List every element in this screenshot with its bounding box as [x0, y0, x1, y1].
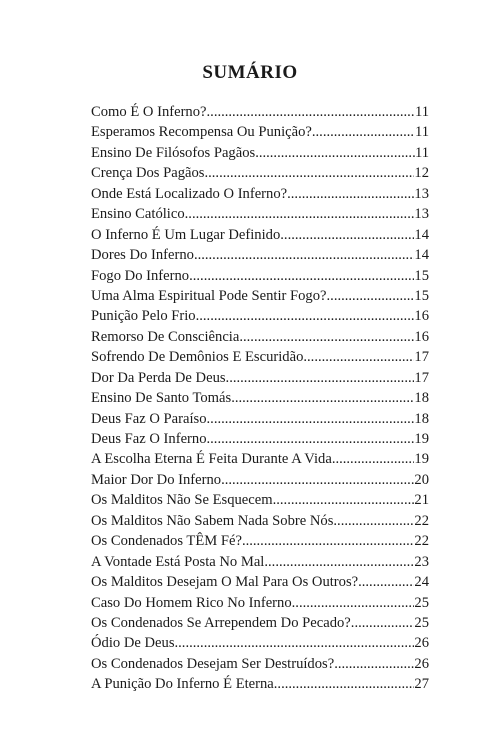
toc-entry-title: Os Condenados TÊM Fé?	[91, 533, 242, 550]
toc-entry-page-number: 15	[414, 267, 429, 284]
toc-entry-page-number: 25	[414, 614, 429, 631]
toc-entry-page-number: 19	[414, 431, 429, 447]
toc-entry	[91, 409, 429, 429]
toc-entry	[91, 674, 429, 694]
toc-entry	[91, 102, 429, 122]
toc-leader-dots	[207, 102, 415, 122]
toc-entry-title: Ensino Católico	[91, 206, 185, 223]
toc-entry	[91, 511, 429, 531]
toc-leader-dots	[207, 429, 415, 449]
toc-entry-page-number: 14	[414, 226, 429, 243]
toc-leader-dots	[185, 204, 415, 224]
toc-entry	[91, 204, 429, 224]
toc-entry-page-number: 11	[414, 104, 429, 120]
toc-leader-dots	[207, 409, 415, 429]
toc-entry-page-number: 26	[414, 655, 429, 672]
toc-entry-title: Crença Dos Pagãos	[91, 165, 205, 182]
toc-entry-title: Os Malditos Não Sabem Nada Sobre Nós	[91, 512, 334, 529]
toc-entry-page-number: 16	[414, 308, 429, 325]
toc-entry-page-number: 23	[414, 553, 429, 570]
toc-entry	[91, 552, 429, 572]
toc-entry	[91, 163, 429, 183]
toc-entry-title: Dor Da Perda De Deus	[91, 369, 226, 386]
toc-entry-title: Punição Pelo Frio	[91, 308, 196, 325]
toc-leader-dots	[273, 490, 415, 510]
toc-entry-title: Dores Do Inferno	[91, 247, 194, 264]
toc-entry-page-number: 22	[414, 533, 429, 550]
page-title: SUMÁRIO	[202, 62, 298, 83]
toc-entry-title: Caso Do Homem Rico No Inferno	[91, 594, 292, 611]
toc-leader-dots	[239, 327, 414, 347]
toc-entry-title: Os Malditos Desejam O Mal Para Os Outros?	[91, 574, 359, 591]
toc-entry-page-number: 24	[414, 574, 429, 591]
toc-entry-title: Como É O Inferno?	[91, 104, 207, 120]
toc-entry-page-number: 25	[414, 594, 429, 611]
toc-entry	[91, 613, 429, 633]
toc-leader-dots	[358, 572, 414, 592]
toc-entry	[91, 593, 429, 613]
toc-entry	[91, 654, 429, 674]
toc-entry-page-number: 18	[414, 390, 429, 407]
toc-entry-page-number: 15	[414, 287, 429, 304]
toc-entry	[91, 245, 429, 265]
toc-entry-page-number: 19	[414, 451, 429, 468]
toc-entry-title: Sofrendo De Demônios E Escuridão	[91, 349, 304, 366]
toc-entry-page-number: 18	[414, 410, 429, 427]
toc-entry-title: A Vontade Está Posta No Mal	[91, 553, 265, 570]
toc-entry	[91, 225, 429, 245]
toc-entry	[91, 388, 429, 408]
toc-entry-page-number: 16	[414, 328, 429, 345]
toc-entry-page-number: 13	[414, 206, 429, 223]
toc-leader-dots	[274, 674, 415, 694]
toc-leader-dots	[189, 266, 414, 286]
toc-leader-dots	[242, 531, 414, 551]
toc-leader-dots	[327, 286, 415, 306]
toc-leader-dots	[221, 470, 414, 490]
toc-entry-title: Esperamos Recompensa Ou Punição?	[91, 124, 312, 141]
toc-entry-page-number: 26	[414, 635, 429, 652]
toc-entry	[91, 449, 429, 469]
toc-entry-page-number: 22	[414, 512, 429, 529]
toc-leader-dots	[312, 122, 415, 142]
toc-entry	[91, 633, 429, 653]
toc-entry-title: Deus Faz O Inferno	[91, 431, 207, 447]
toc-entry-page-number: 14	[414, 247, 429, 264]
toc-leader-dots	[231, 388, 414, 408]
toc-leader-dots	[332, 449, 415, 469]
toc-leader-dots	[264, 552, 414, 572]
toc-entry-page-number: 27	[414, 676, 429, 693]
toc-entry-title: Maior Dor Do Inferno	[91, 471, 222, 488]
toc-leader-dots	[292, 593, 415, 613]
toc-entry	[91, 347, 429, 367]
toc-leader-dots	[351, 613, 415, 633]
toc-entry	[91, 143, 429, 163]
toc-entry-title: Fogo Do Inferno	[91, 267, 190, 284]
toc-leader-dots	[196, 306, 415, 326]
toc-entry-page-number: 12	[414, 165, 429, 182]
toc-entry-title: A Escolha Eterna É Feita Durante A Vida	[91, 451, 332, 468]
toc-leader-dots	[280, 225, 414, 245]
toc-entry	[91, 531, 429, 551]
toc-entry-title: Ensino De Filósofos Pagãos	[91, 144, 256, 161]
toc-entry-title: Ensino De Santo Tomás	[91, 390, 232, 407]
toc-entry-title: Remorso De Consciência	[91, 328, 240, 345]
toc-entry-title: Os Condenados Se Arrependem Do Pecado?	[91, 614, 351, 631]
toc-leader-dots	[204, 163, 414, 183]
toc-entry	[91, 122, 429, 142]
toc-leader-dots	[255, 143, 415, 163]
toc-entry-page-number: 21	[414, 492, 429, 509]
toc-entry-title: Ódio De Deus	[91, 635, 175, 652]
toc-entry-page-number: 11	[414, 144, 429, 161]
toc-leader-dots	[175, 633, 415, 653]
toc-leader-dots	[226, 368, 415, 388]
toc-entry-title: Onde Está Localizado O Inferno?	[91, 185, 288, 202]
toc-entry	[91, 490, 429, 510]
toc-entry-title: A Punição Do Inferno É Eterna	[91, 676, 274, 693]
table-of-contents	[91, 102, 429, 695]
toc-entry-page-number: 13	[414, 185, 429, 202]
toc-entry-page-number: 17	[414, 349, 429, 366]
toc-entry-title: O Inferno É Um Lugar Definido	[91, 226, 281, 243]
toc-entry	[91, 266, 429, 286]
toc-entry-page-number: 17	[414, 369, 429, 386]
toc-entry	[91, 184, 429, 204]
toc-entry	[91, 470, 429, 490]
toc-leader-dots	[194, 245, 414, 265]
toc-entry	[91, 306, 429, 326]
toc-entry	[91, 286, 429, 306]
toc-entry	[91, 429, 429, 449]
toc-leader-dots	[334, 654, 414, 674]
toc-entry	[91, 368, 429, 388]
toc-leader-dots	[333, 511, 414, 531]
toc-entry-title: Deus Faz O Paraíso	[91, 410, 207, 427]
toc-leader-dots	[287, 184, 414, 204]
toc-entry-title: Uma Alma Espiritual Pode Sentir Fogo?	[91, 287, 327, 304]
toc-entry	[91, 327, 429, 347]
toc-entry-page-number: 11	[414, 124, 429, 141]
toc-entry-title: Os Malditos Não Se Esquecem	[91, 492, 273, 509]
toc-leader-dots	[303, 347, 414, 367]
toc-entry	[91, 572, 429, 592]
toc-entry-page-number: 20	[414, 471, 429, 488]
toc-entry-title: Os Condenados Desejam Ser Destruídos?	[91, 655, 335, 672]
